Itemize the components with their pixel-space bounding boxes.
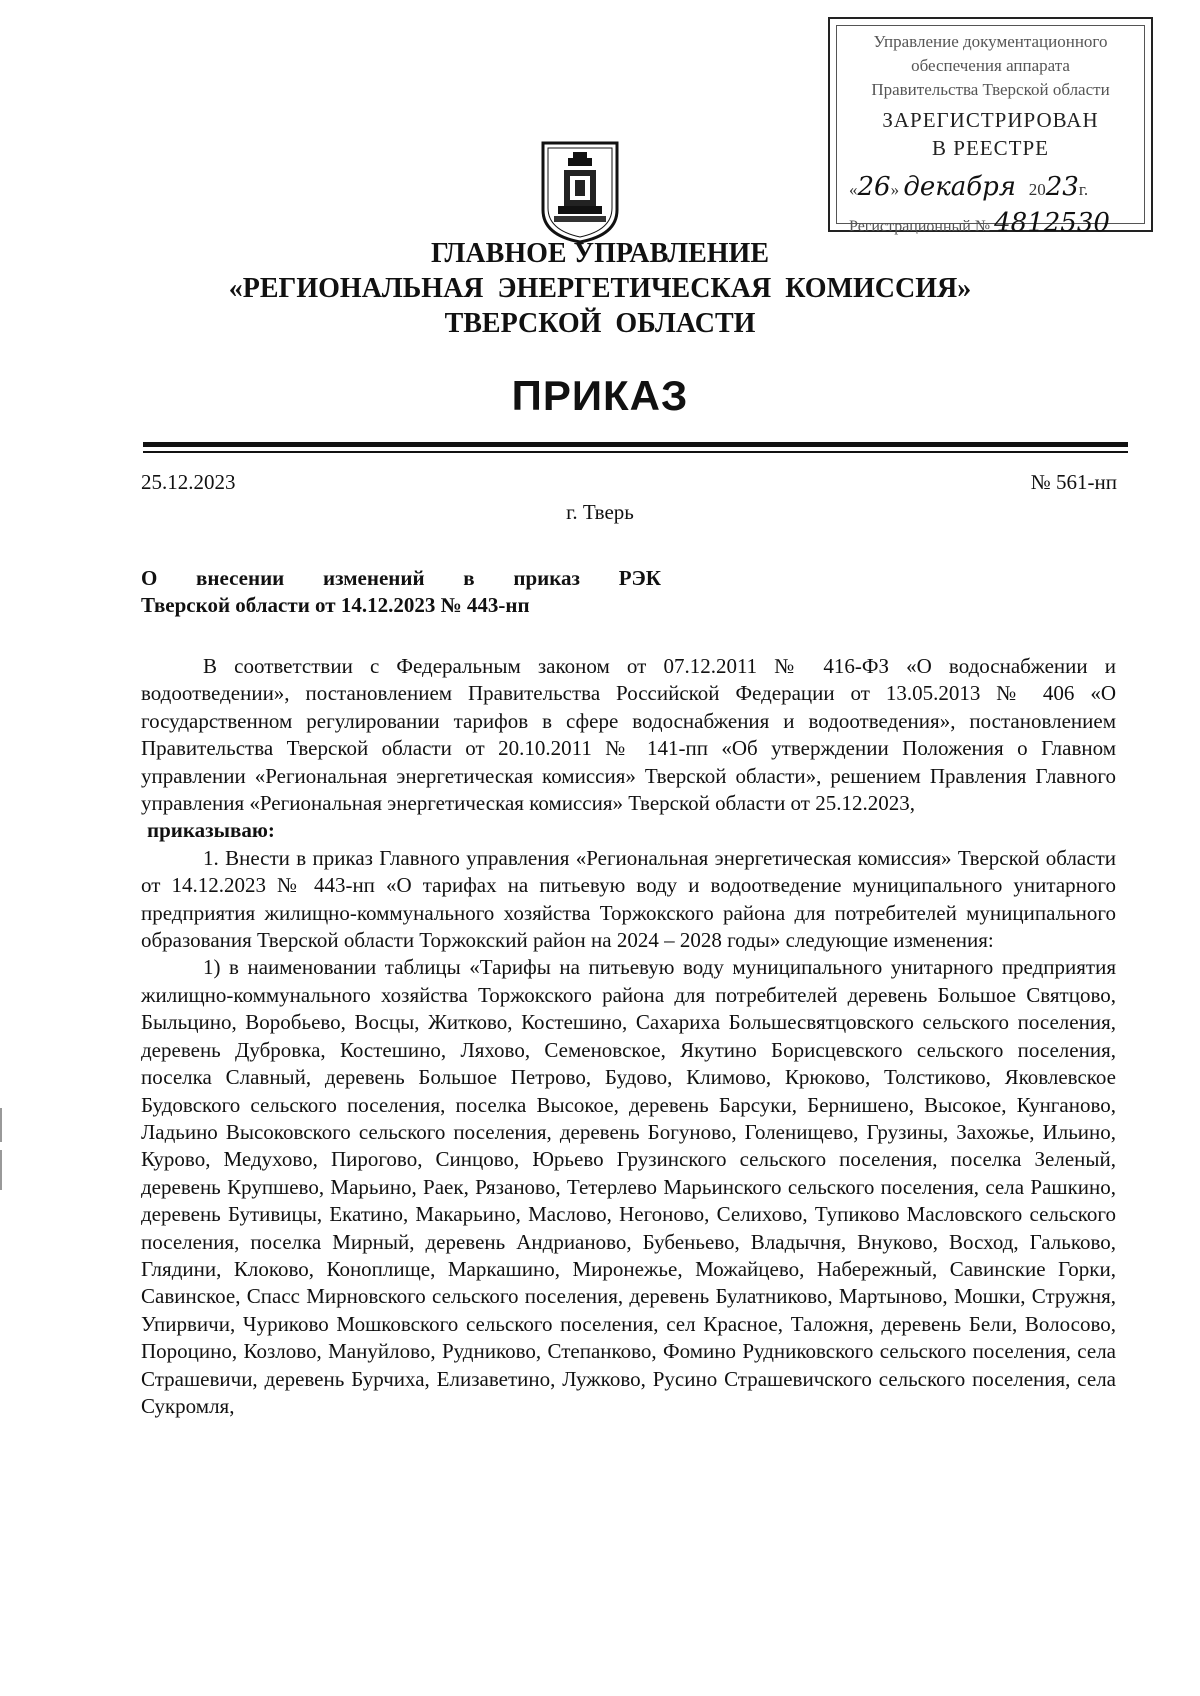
stamp-org-line1: Управление документационного xyxy=(873,32,1108,51)
subject-line2: Тверской области от 14.12.2023 № 443-нп xyxy=(141,593,530,617)
document-city: г. Тверь xyxy=(566,500,634,524)
preamble-paragraph: В соответствии с Федеральным законом от 07.12.2011 № 416-ФЗ «О водоснабжении и водоотведении», постановлением Правительства Российской Федерации от 13.05.2013 № 406 «О государственном регулировании тарифов в сфере водоснабжения и водоотведения», постановлением Правительства Тверской области от 20.10.2011 № 141-пп «Об утверждении Положения о Главном управлении «Региональная энергетическая комиссия» Тверской области», решением Правления Главного управления «Региональная энергетическая комиссия» Тверской области от 25.12.2023, xyxy=(141,654,1116,816)
organization-title-line3: ТВЕРСКОЙ ОБЛАСТИ xyxy=(444,308,756,339)
stamp-month: декабря xyxy=(903,172,1016,202)
header-divider-thick xyxy=(143,442,1128,447)
organization-title-line1: ГЛАВНОЕ УПРАВЛЕНИЕ xyxy=(430,238,770,269)
stamp-number: 4812530 xyxy=(994,208,1110,238)
scan-margin-mark xyxy=(0,1150,2,1190)
stamp-year-suffix: 23 xyxy=(1045,172,1079,202)
scan-margin-mark xyxy=(0,1108,2,1142)
registration-stamp xyxy=(828,17,1153,238)
stamp-year-end: г. xyxy=(1078,180,1089,199)
stamp-registered-text xyxy=(837,106,1144,162)
document-date: 25.12.2023 xyxy=(141,470,236,494)
command-paragraph: приказываю: xyxy=(147,818,275,843)
stamp-number-label: Регистрационный № xyxy=(849,218,991,235)
stamp-registered-line1: ЗАРЕГИСТРИРОВАН xyxy=(882,108,1099,132)
stamp-registered-line2: В РЕЕСТРЕ xyxy=(932,136,1049,160)
stamp-inner-frame xyxy=(836,25,1145,238)
header-divider-thin xyxy=(143,451,1128,453)
stamp-org-line3: Правительства Тверской области xyxy=(871,80,1110,99)
document-number: № 561-нп xyxy=(1030,470,1117,494)
document-body xyxy=(141,653,1116,1420)
organization-title-line2: «РЕГИОНАЛЬНАЯ ЭНЕРГЕТИЧЕСКАЯ КОМИССИЯ» xyxy=(228,273,972,304)
stamp-org-line2: обеспечения аппарата xyxy=(911,56,1070,75)
subject-line1: О внесении изменений в приказ РЭК xyxy=(141,566,661,590)
coat-of-arms-icon xyxy=(540,140,620,245)
document-subject xyxy=(141,565,661,619)
document-type-heading: ПРИКАЗ xyxy=(511,372,689,419)
stamp-year-prefix: 20 xyxy=(1028,180,1046,199)
stamp-day: 26 xyxy=(857,172,891,202)
item1-paragraph: 1. Внести в приказ Главного управления «Региональная энергетическая комиссия» Тверской области от 14.12.2023 № 443-нп «О тарифах на питьевую воду и водоотведение муниципального унитарного предприятия жилищно-коммунального хозяйства Торжокского района для потребителей муниципального образования Тверской области Торжокский район на 2024 – 2028 годы» следующие изменения: xyxy=(141,845,1116,953)
organization-title xyxy=(140,236,1060,341)
stamp-org-text xyxy=(837,30,1144,102)
stamp-number-row xyxy=(837,208,1144,238)
subitem1-paragraph: 1) в наименовании таблицы «Тарифы на питьевую воду муниципального унитарного предприятия жилищно-коммунального хозяйства Торжокского района для потребителей деревень Большое Святцово, Быльцино, Воробьево, Восцы, Житково, Костешино, Сахариха Большесвятцовского сельского поселения, деревень Дубровка, Костешино, Ляхово, Семеновское, Якутино Борисцевского сельского поселения, поселка Славный, деревень Большое Петрово, Будово, Климово, Крюково, Толстиково, Яковлевское Будовского сельского поселения, поселка Высокое, деревень Барсуки, Бернишено, Высокое, Кунганово, Ладьино Высоковского сельского поселения, деревень Богуново, Голенищево, Грузины, Захожье, Ильино, Курово, Медухово, Пирогово, Синцово, Юрьево Грузинского сельского поселения, поселка Зеленый, деревень Крупшево, Марьино, Раек, Рязаново, Тетерлево Марьинского сельского поселения, села Рашкино, деревень Бутивицы, Екатино, Макарьино, Маслово, Негоново, Селихово, Тупиково Масловского сельского поселения, поселка Мирный, деревень Андрианово, Бубеньево, Владычня, Внуково, Восход, Гальково, Глядини, Клоково, Коноплище, Маркашино, Миронежье, Можайцево, Набережный, Савинские Горки, Савинское, Спасс Мирновского сельского поселения, деревень Булатниково, Мартыново, Мошки, Стружня, Упирвичи, Чуриково Мошковского сельского поселения, сел Красное, Таложня, деревень Бели, Волосово, Пороцино, Козлово, Мануйлово, Рудниково, Степанково, Фомино Рудниковского сельского поселения, села Страшевичи, деревень Бурчиха, Елизаветино, Лужково, Русино Страшевичского сельского поселения, села Сукромля, xyxy=(141,955,1116,1418)
stamp-date-row: «26» декабря 2023г. xyxy=(849,172,1089,202)
